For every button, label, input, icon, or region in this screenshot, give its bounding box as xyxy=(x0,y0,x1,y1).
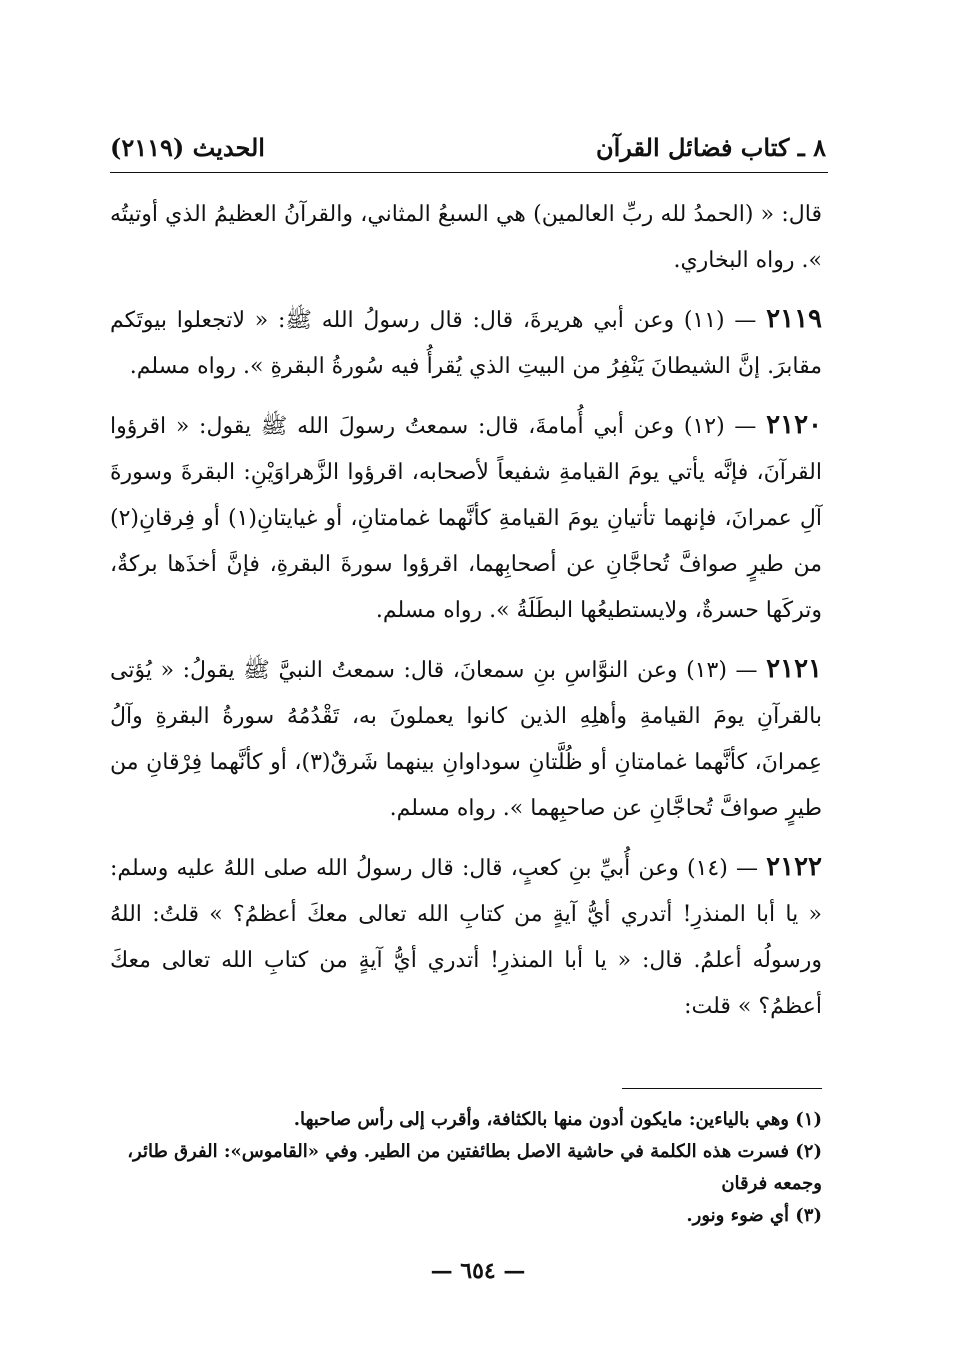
hadith-2119 xyxy=(110,296,822,390)
hadith-number: ٢١٢١ xyxy=(766,654,822,684)
hadith-reference: الحديث (٢١١٩) xyxy=(110,133,265,162)
footnote-3: (٣) أي ضوء ونور. xyxy=(686,1205,822,1226)
paragraph-text: — (١١) وعن أبي هريرةَ، قال: قال رسولُ الله ﷺ: « لاتجعلوا بيوتَكم مقابرَ. إنَّ الشيطانَ يَنْفِرُ من البيتِ الذي يُقرأُ فيه سُورةُ البقرةِ ». رواه مسلم. xyxy=(110,308,822,379)
hadith-2121 xyxy=(110,646,822,832)
paragraph-continuation xyxy=(110,192,822,284)
paragraph-text: — (١٤) وعن أُبيِّ بنِ كعبٍ، قال: قال رسولُ الله صلى اللهُ عليه وسلم: « يا أبا المنذرِ! أتدري أيُّ آيةٍ من كتابِ الله تعالى معكَ أعظمُ؟ » قلتُ: اللهُ ورسولُه أعلمُ. قال: « يا أبا المنذرِ! أتدري أيُّ آيةٍ من كتابِ الله تعالى معكَ أعظمُ؟ » قلت: xyxy=(110,856,822,1019)
footnote-2: (٢) فسرت هذه الكلمة في حاشية الاصل بطائفتين من الطير. وفي «القاموس»: الفرق طائر، وجمعه فرقان xyxy=(127,1141,822,1194)
header-rule xyxy=(110,172,828,173)
page-header xyxy=(110,118,826,162)
hadith-number: ٢١٢٠ xyxy=(766,410,823,440)
main-text xyxy=(110,192,822,1042)
chapter-title: ٨ ـ كتاب فضائل القرآن xyxy=(595,133,826,162)
hadith-2122 xyxy=(110,844,822,1030)
paragraph-text: — (١٣) وعن النوَّاسِ بنِ سمعانَ، قال: سمعتُ النبيَّ ﷺ يقولُ: « يُؤتى بالقرآنِ يومَ القيامةِ وأهلِهِ الذين كانوا يعملونَ به، تَقْدُمُهُ سورةُ البقرةِ وآلُ عِمرانَ، كأنَّهما غمامتانِ أو ظُلَّتانِ سوداوانِ بينهما شَرقٌ(٣)، أو كأنَّهما فِرْقانِ من طيرٍ صوافَّ تُحاجَّانِ عن صاحبِهما ». رواه مسلم. xyxy=(110,658,822,821)
page-number: — ٦٥٤ — xyxy=(430,1258,526,1284)
hadith-number: ٢١٢٢ xyxy=(766,852,822,882)
hadith-number: ٢١١٩ xyxy=(766,304,823,334)
footnote-1: (١) وهي بالياءين: مايكون أدون منها بالكثافة، وأقرب إلى رأس صاحبها. xyxy=(293,1109,822,1130)
hadith-2120 xyxy=(110,402,822,634)
footnotes xyxy=(110,1104,822,1232)
paragraph-text: — (١٢) وعن أبي أُمامةَ، قال: سمعتُ رسولَ الله ﷺ يقول: « اقرؤوا القرآنَ، فإنَّه يأتي يومَ القيامةِ شفيعاً لأصحابه، اقرؤوا الزَّهراوَيْنِ: البقرةَ وسورةَ آلِ عمرانَ، فإنهما تأتيانِ يومَ القيامةِ كأنَّهما غمامتانِ، أو غيايتانِ(١) أو فِرقانِ(٢) من طيرٍ صوافَّ تُحاجَّانِ عن أصحابِهما، اقرؤوا سورةَ البقرةِ، فإنَّ أخذَها بركةٌ، وتركَها حسرةٌ، ولايستطيعُها البطَلَةُ ». رواه مسلم. xyxy=(110,414,822,623)
footnote-rule xyxy=(622,1088,822,1089)
paragraph-text: قال: « (الحمدُ لله ربِّ العالمين) هي السبعُ المثاني، والقرآنُ العظيمُ الذي أوتيتُه ». رواه البخاري. xyxy=(110,202,822,273)
